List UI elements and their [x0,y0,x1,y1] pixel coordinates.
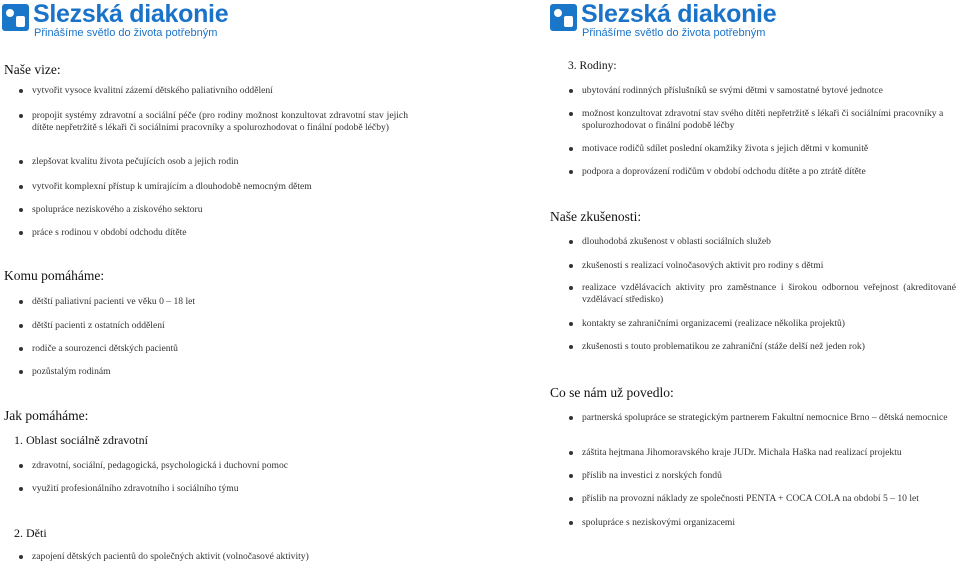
achieved-item: příslib na investici z norských fondů [582,470,952,482]
experience-item: kontakty se zahraničními organizacemi (realizace několika projektů) [582,318,952,330]
how-heading: Jak pomáháme: [4,408,89,423]
area3-item: možnost konzultovat zdravotní stav svého dítěti nepřetržitě s lékaři či sociálními pracovníky a spolurozhodovat o finální podobě léčby [582,108,954,132]
help-whom-heading: Komu pomáháme: [4,268,105,283]
experience-item: zkušenosti s touto problematikou ze zahraniční (stáže delší než jeden rok) [582,341,952,353]
help-whom-item: dětští pacienti z ostatních oddělení [32,320,452,332]
experience-heading: Naše zkušenosti: [550,209,642,224]
experience-item: zkušenosti s realizací volnočasových aktivit pro rodiny s dětmi [582,260,952,272]
logo-title: Slezská diakonie [581,0,777,28]
area2-item: zapojení dětských pacientů do společných aktivit (volnočasové aktivity) [32,551,452,563]
help-whom-item: pozůstalým rodinám [32,366,452,378]
vision-item: spolupráce neziskového a ziskového sektoru [32,204,452,216]
area2-heading: 2. Děti [14,526,47,540]
area3-heading: 3. Rodiny: [568,60,617,72]
achieved-item: spolupráce s neziskovými organizacemi [582,517,952,529]
experience-item: dlouhodobá zkušenost v oblasti sociálních služeb [582,236,952,248]
achieved-item: záštita hejtmana Jihomoravského kraje JUDr. Michala Haška nad realizací projektu [582,447,952,459]
area1-item: využití profesionálního zdravotního i sociálního týmu [32,483,452,495]
right-page [480,0,960,562]
achieved-item: partnerská spolupráce se strategickým partnerem Fakultní nemocnice Brno – dětská nemocnice [582,412,958,424]
vision-heading: Naše vize: [4,62,61,77]
left-page [0,0,480,562]
help-whom-item: rodiče a sourozenci dětských pacientů [32,343,452,355]
logo-tagline: Přinášíme světlo do života potřebným [582,27,766,39]
area3-item: motivace rodičů sdílet poslední okamžiky života s jejich dětmi v komunitě [582,143,952,155]
vision-item: vytvořit vysoce kvalitní zázemí dětského paliativního oddělení [32,85,452,97]
area3-item: podpora a doprovázení rodičům v období odchodu dítěte a po ztrátě dítěte [582,166,952,178]
diakonie-logo-icon [550,4,577,31]
help-whom-item: dětští paliativní pacienti ve věku 0 – 18 let [32,296,452,308]
vision-item: práce s rodinou v období odchodu dítěte [32,227,452,239]
experience-item: realizace vzdělávacích aktivity pro zaměstnance i širokou odbornou veřejnost (akreditované vzdělávací středisko) [582,282,956,305]
logo-tagline: Přinášíme světlo do života potřebným [34,27,218,39]
vision-item: vytvořit komplexní přístup k umírajícím a dlouhodobě nemocným dětem [32,181,452,193]
diakonie-logo-icon [2,4,29,31]
achieved-heading: Co se nám už povedlo: [550,385,674,400]
logo-title: Slezská diakonie [33,0,229,28]
area1-heading: 1. Oblast sociálně zdravotní [14,433,148,447]
area3-item: ubytování rodinných příslušníků se svými dětmi v samostatné bytové jednotce [582,85,952,97]
area1-item: zdravotní, sociální, pedagogická, psychologická i duchovní pomoc [32,460,452,472]
achieved-item: příslib na provozní náklady ze společnosti PENTA + COCA COLA na období 5 – 10 let [582,493,952,505]
vision-item: propojit systémy zdravotní a sociální péče (pro rodiny možnost konzultovat zdravotní stav jejich dítěte nepřetržitě s lékaři či sociálními pracovníky a spolurozhodovat o finální podobě léčby) [32,110,408,133]
vision-item: zlepšovat kvalitu života pečujících osob a jejich rodin [32,156,452,168]
